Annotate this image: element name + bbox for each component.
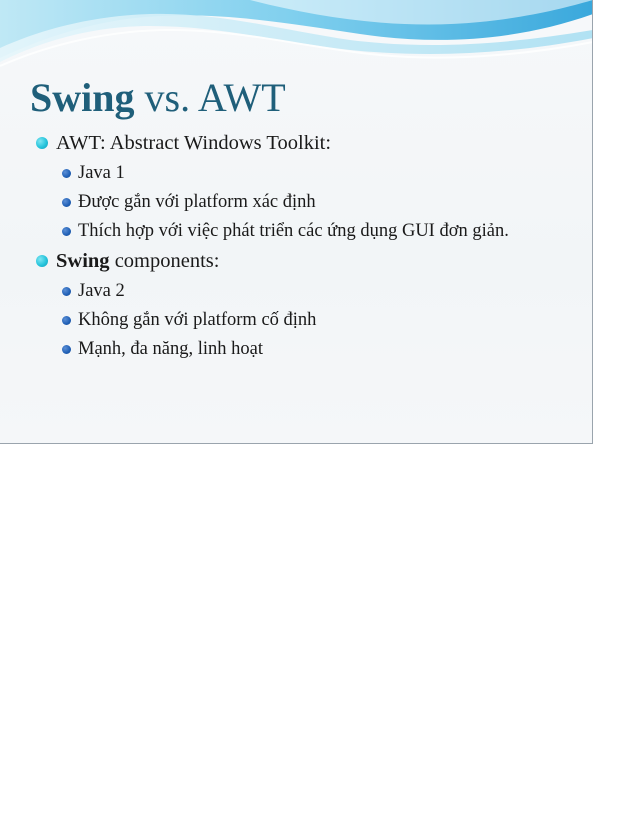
list-item-awt bbox=[36, 128, 586, 159]
header-wave-decoration bbox=[0, 0, 593, 80]
bullet-dot-icon bbox=[36, 137, 48, 149]
list-item-swing bbox=[36, 246, 586, 277]
sub-list-item-text: Được gắn với platform xác định bbox=[78, 192, 316, 212]
bullet-dot-icon bbox=[62, 169, 71, 178]
bullet-list bbox=[36, 128, 586, 364]
sub-list-item bbox=[36, 188, 586, 217]
bullet-dot-icon bbox=[62, 345, 71, 354]
bullet-dot-icon bbox=[36, 255, 48, 267]
sub-list-item bbox=[36, 306, 586, 335]
bullet-dot-icon bbox=[62, 287, 71, 296]
slide-title-strong: Swing bbox=[30, 75, 135, 120]
slide bbox=[0, 0, 593, 444]
sub-list-item bbox=[36, 277, 586, 306]
sub-list-item-text: Java 1 bbox=[78, 163, 125, 183]
slide-title-rest: vs. AWT bbox=[134, 75, 286, 120]
sub-list-item bbox=[36, 159, 586, 188]
slide-title bbox=[30, 74, 286, 122]
sub-list-item bbox=[36, 217, 586, 246]
list-item-text: components: bbox=[109, 250, 220, 272]
bullet-dot-icon bbox=[62, 198, 71, 207]
bullet-dot-icon bbox=[62, 227, 71, 236]
sub-list-item-text: Mạnh, đa năng, linh hoạt bbox=[78, 339, 263, 359]
sub-list-item bbox=[36, 335, 586, 364]
list-item-text-strong: Swing bbox=[56, 250, 110, 272]
sub-list-item-text: Java 2 bbox=[78, 281, 125, 301]
list-item-text: AWT: Abstract Windows Toolkit: bbox=[56, 132, 332, 154]
sub-list-item-text: Không gắn với platform cố định bbox=[78, 310, 317, 330]
bullet-dot-icon bbox=[62, 316, 71, 325]
sub-list-item-text: Thích hợp với việc phát triển các ứng dụng GUI đơn giản. bbox=[78, 221, 509, 241]
